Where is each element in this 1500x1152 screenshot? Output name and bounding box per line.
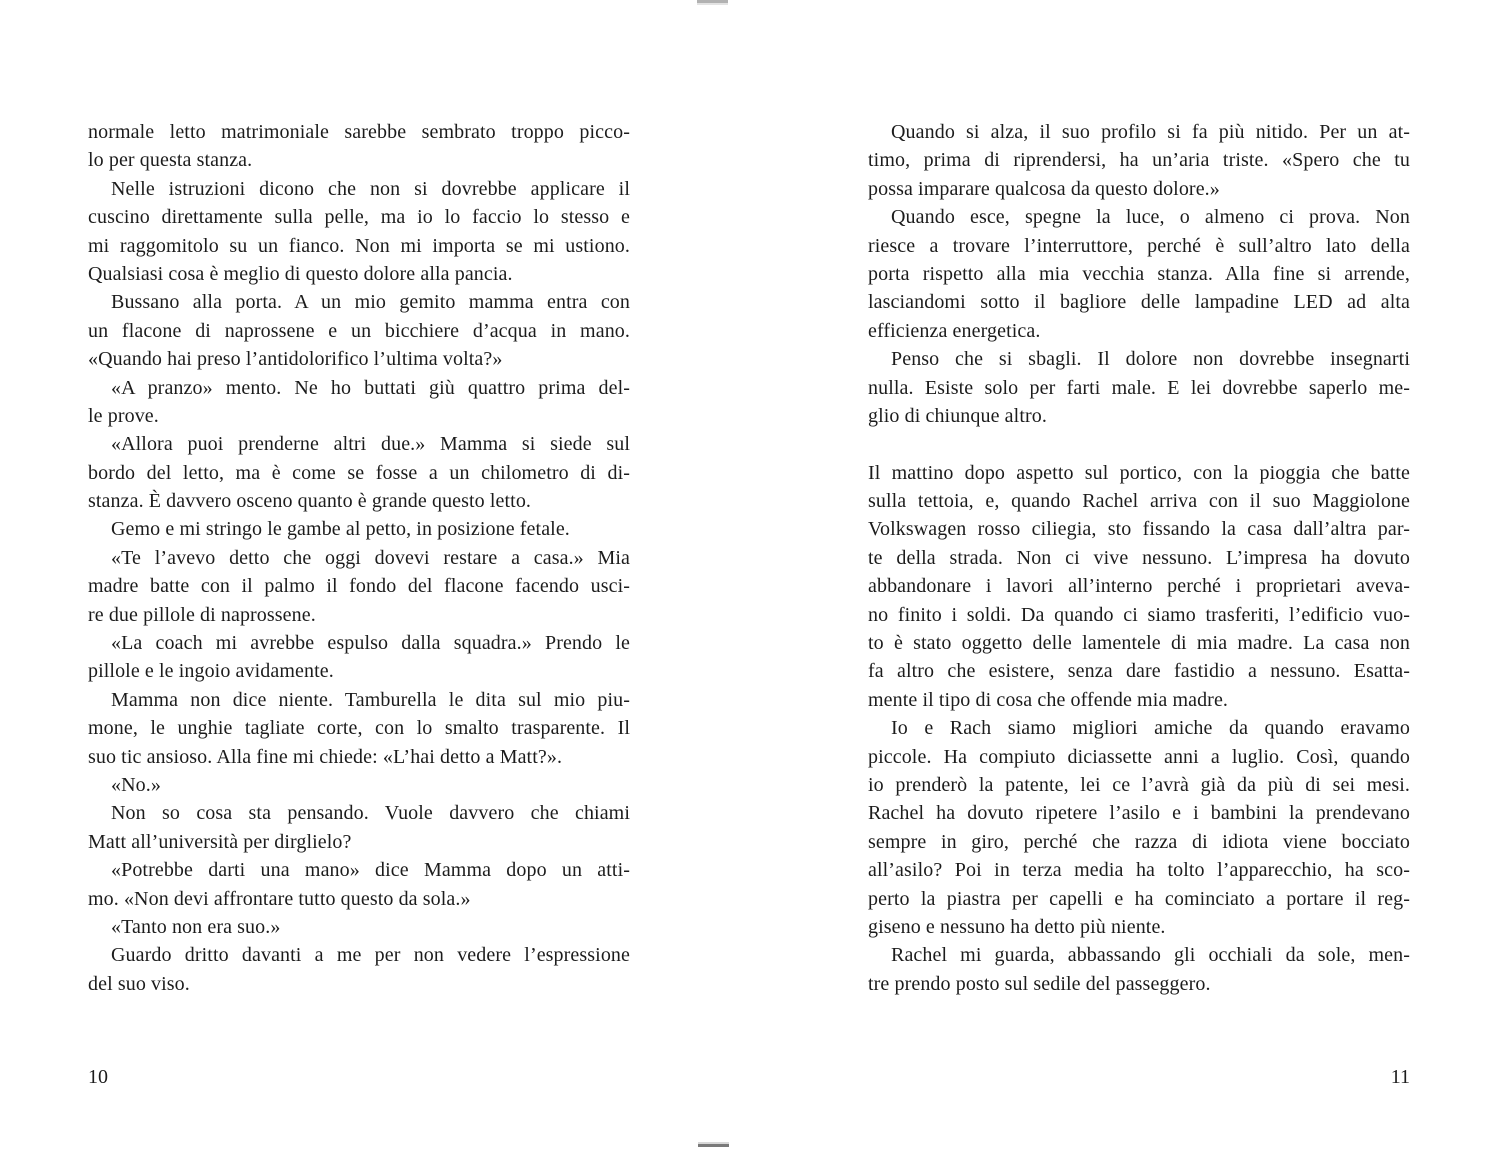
text-line: pillole e le ingoio avidamente. (88, 660, 334, 683)
text-line: riesce a trovare l’interruttore, perché è sull’altro lato della (868, 234, 1410, 257)
text-line: Il mattino dopo aspetto sul portico, con la pioggia che batte (868, 461, 1410, 484)
text-line: stanza. È davvero osceno quanto è grande questo letto. (88, 490, 532, 513)
text-line: giseno e nessuno ha detto più niente. (868, 915, 1166, 938)
paragraph (868, 345, 1410, 430)
text-line: mone, le unghie tagliate corte, con lo smalto trasparente. Il (88, 717, 630, 740)
text-line: Guardo dritto davanti a me per non vedere l’espressione (111, 944, 630, 967)
text-line: nulla. Esiste solo per farti male. E lei dovrebbe saperlo me- (868, 376, 1410, 399)
paragraph (88, 856, 630, 913)
text-line: Non so cosa sta pensando. Vuole davvero che chiami (111, 802, 630, 825)
text-line: efficienza energetica. (868, 319, 1041, 342)
text-line: lo per questa stanza. (88, 149, 253, 172)
text-line: «Quando hai preso l’antidolorifico l’ultima volta?» (88, 348, 503, 371)
paragraph (88, 941, 630, 998)
text-line: all’asilo? Poi in terza media ha tolto l’apparecchio, ha sco- (868, 859, 1410, 882)
text-line: no finito i soldi. Da quando ci siamo trasferiti, l’edificio vuo- (868, 603, 1410, 626)
text-line: Nelle istruzioni dicono che non si dovrebbe applicare il (111, 177, 630, 200)
text-line: bordo del letto, ma è come se fosse a un chilometro di di- (88, 461, 630, 484)
text-line: Gemo e mi stringo le gambe al petto, in posizione fetale. (111, 518, 570, 541)
text-line: mente il tipo di cosa che offende mia madre. (868, 688, 1229, 711)
text-line: sulla tettoia, e, quando Rachel arriva con il suo Maggiolone (868, 490, 1410, 513)
paragraph (868, 714, 1410, 941)
text-line: glio di chiunque altro. (868, 404, 1047, 427)
text-line: Rachel ha dovuto ripetere l’asilo e i bambini la prendevano (868, 802, 1410, 825)
paragraph (88, 799, 630, 856)
page-number-left: 10 (88, 1066, 108, 1088)
text-line: fa altro che esistere, senza dare fastidio a nessuno. Esatta- (868, 660, 1410, 683)
text-line: Quando esce, spegne la luce, o almeno ci prova. Non (891, 206, 1410, 229)
text-line: «A pranzo» mento. Ne ho buttati giù quattro prima del- (111, 376, 630, 399)
text-line: Volkswagen rosso ciliegia, sto fissando la casa dall’altra par- (868, 518, 1410, 541)
paragraph (88, 913, 630, 941)
text-line: Penso che si sbagli. Il dolore non dovrebbe insegnarti (891, 348, 1410, 371)
text-line: porta rispetto alla mia vecchia stanza. Alla fine si arrende, (868, 262, 1410, 285)
text-line: io prenderò la patente, lei ce l’avrà già da più di sei mesi. (868, 773, 1410, 796)
page-right (750, 0, 1500, 1152)
text-line: Qualsiasi cosa è meglio di questo dolore alla pancia. (88, 262, 513, 285)
text-line: normale letto matrimoniale sarebbe sembrato troppo picco- (88, 121, 630, 143)
page-left-text (88, 118, 630, 998)
text-line: un flacone di naprossene e un bicchiere d’acqua in mano. (88, 319, 630, 342)
text-line: tre prendo posto sul sedile del passeggero. (868, 972, 1211, 995)
paragraph (868, 459, 1410, 715)
page-right-text (868, 118, 1410, 998)
text-line: possa imparare qualcosa da questo dolore.» (868, 177, 1220, 200)
text-line: madre batte con il palmo il fondo del flacone facendo usci- (88, 575, 630, 598)
paragraph (868, 118, 1410, 203)
text-line: del suo viso. (88, 972, 190, 995)
text-line: piccole. Ha compiuto diciassette anni a luglio. Così, quando (868, 745, 1410, 768)
text-line: timo, prima di riprendersi, ha un’aria triste. «Spero che tu (868, 149, 1410, 172)
text-line: «Te l’avevo detto che oggi dovevi restare a casa.» Mia (111, 546, 630, 569)
paragraph (88, 771, 630, 799)
text-line: mi raggomitolo su un fianco. Non mi importa se mi ustiono. (88, 234, 630, 257)
section-break (868, 430, 1410, 458)
text-line: Bussano alla porta. A un mio gemito mamma entra con (111, 291, 630, 314)
text-line: te della strada. Non ci vive nessuno. L’impresa ha dovuto (868, 546, 1410, 569)
text-line: «Potrebbe darti una mano» dice Mamma dopo un atti- (111, 859, 630, 882)
paragraph (88, 430, 630, 515)
text-line: suo tic ansioso. Alla fine mi chiede: «L’hai detto a Matt?». (88, 745, 563, 768)
paragraph (88, 629, 630, 686)
paragraph (868, 203, 1410, 345)
text-line: Io e Rach siamo migliori amiche da quando eravamo (891, 717, 1410, 740)
text-line: perto la piastra per capelli e ha cominciato a portare il reg- (868, 887, 1410, 910)
text-line: re due pillole di naprossene. (88, 603, 316, 626)
paragraph (88, 374, 630, 431)
text-line: sempre in giro, perché che razza di idiota viene bocciato (868, 830, 1410, 853)
text-line: Rachel mi guarda, abbassando gli occhiali da sole, men- (891, 944, 1410, 967)
text-line: «Allora puoi prenderne altri due.» Mamma si siede sul (111, 433, 630, 456)
paragraph (88, 515, 630, 543)
text-line: to è stato oggetto delle lamentele di mia madre. La casa non (868, 632, 1410, 655)
paragraph (88, 175, 630, 289)
text-line: Mamma non dice niente. Tamburella le dita sul mio piu- (111, 688, 630, 711)
paragraph (88, 288, 630, 373)
page-number-right: 11 (1390, 1066, 1410, 1088)
text-line: «La coach mi avrebbe espulso dalla squadra.» Prendo le (111, 632, 630, 655)
text-line: Quando si alza, il suo profilo si fa più nitido. Per un at- (891, 121, 1410, 143)
text-line: Matt all’università per dirglielo? (88, 830, 352, 853)
paragraph (868, 941, 1410, 998)
text-line: le prove. (88, 404, 159, 427)
text-line: cuscino direttamente sulla pelle, ma io lo faccio lo stesso e (88, 206, 630, 229)
text-line: abbandonare i lavori all’interno perché i proprietari aveva- (868, 575, 1410, 598)
paragraph (88, 544, 630, 629)
text-line: lasciandomi sotto il bagliore delle lampadine LED ad alta (868, 291, 1410, 314)
paragraph (88, 686, 630, 771)
text-line: mo. «Non devi affrontare tutto questo da sola.» (88, 887, 471, 910)
text-line: «No.» (111, 773, 161, 796)
paragraph (88, 118, 630, 175)
text-line: «Tanto non era suo.» (111, 915, 281, 938)
